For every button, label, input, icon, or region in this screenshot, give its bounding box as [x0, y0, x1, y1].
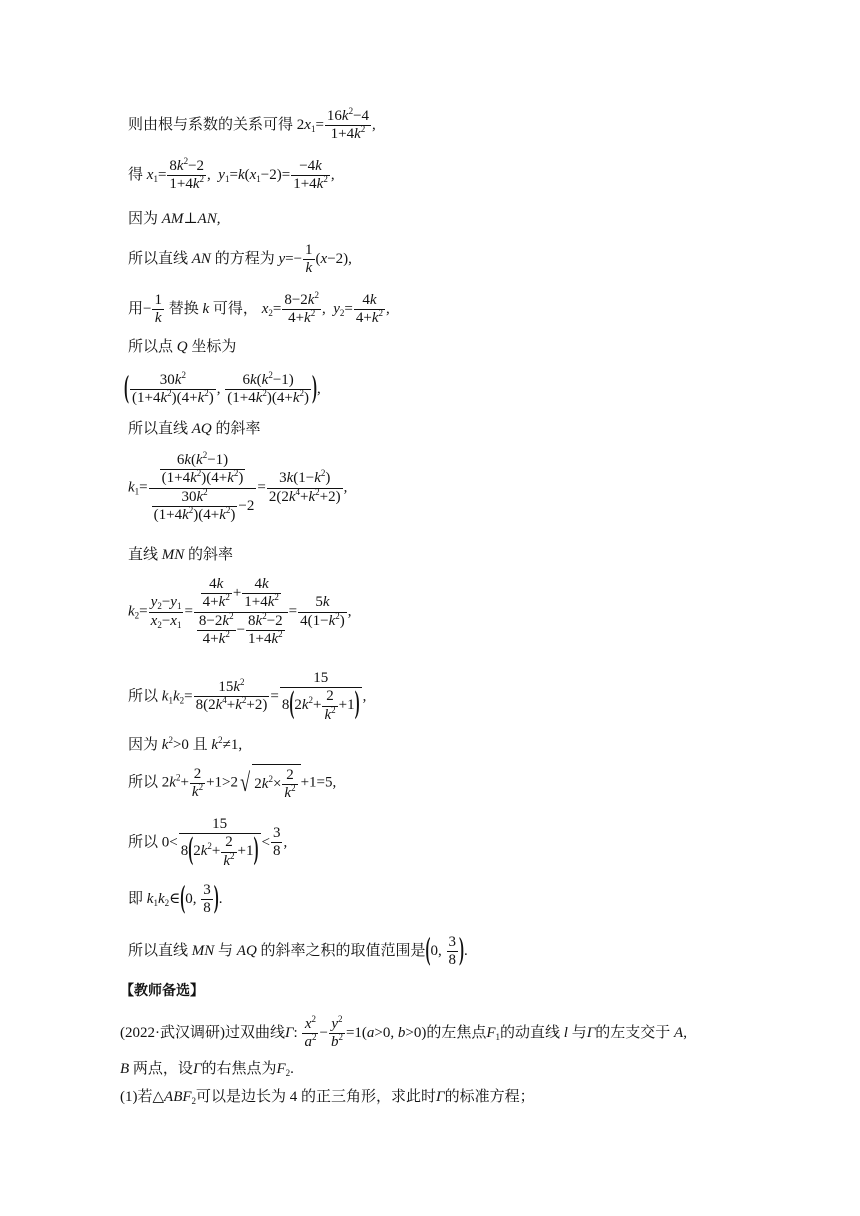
- fraction: $\frac{5k}{4(1-k^2)}$: [300, 594, 345, 629]
- text: 所以直线: [128, 421, 189, 437]
- sqrt: $2k^2\times$ $\frac{2}{k^2}$: [252, 764, 300, 803]
- text: 所以直线: [128, 251, 189, 268]
- fraction: $\frac{y_2-y_1}{x_2-x_1}$: [150, 594, 182, 630]
- line-17: 所以直线 MN 与 AQ 的斜率之积的取值范围是(0, $\frac{3}{8}$ ).: [128, 933, 468, 969]
- fraction: $\frac{3}{8}$: [272, 825, 281, 860]
- fraction: $\frac{3}{8}$: [203, 882, 211, 917]
- line-14: 所以 $2k^2+$ $\frac{2}{k^2}$ +1>2√ $2k^2\times$ $\frac{2}{k^2}$ +1=5,: [128, 765, 337, 802]
- fraction: 15 $8(2k^2+$ $\frac{2}{k^2}$ +1): [281, 670, 360, 723]
- fraction: $\frac{3k(1-k^2)}{2(2k^4+k^2+2)}$: [268, 468, 341, 505]
- line-3: 因为 AM⊥AN,: [128, 211, 221, 227]
- line-12: 所以 $k_1k_2=$ $\frac{15k^2}{8(2k^4+k^2+2)}$ = 15 $8(2k^2+$ $\frac{2}{k^2}$ +1) ,: [128, 670, 367, 723]
- fraction: $\frac{15k^2}{8(2k^4+k^2+2)}$: [195, 677, 268, 714]
- radical-icon: √: [240, 768, 251, 798]
- text: 则由根与系数的关系可得: [128, 117, 294, 134]
- text: 坐标为: [191, 339, 237, 355]
- fraction: $\frac{3}{8}$: [448, 934, 457, 969]
- fraction: $\frac{4k}{4+k^2}$: [355, 292, 383, 327]
- text: 的斜率: [188, 547, 234, 563]
- text: 所以: [128, 688, 159, 705]
- line-15: 所以 0< 15 $8(2k^2+$ $\frac{2}{k^2}$ +1) < $\frac{3}{8}$ ,: [128, 816, 288, 869]
- text: 两点，设: [132, 1061, 193, 1077]
- fraction: 15 $8(2k^2+$ $\frac{2}{k^2}$ +1): [180, 816, 259, 869]
- fraction: $\frac{8k^2-2}{1+4k^2}$: [169, 156, 205, 193]
- text: 所以: [128, 834, 159, 851]
- problem-line-3: (1)若$\triangle ABF_2$可以是边长为 4 的正三角形，求此时Γ的标准方程；: [120, 1089, 535, 1106]
- text: 用: [128, 301, 144, 318]
- fraction: $\frac{6k(k^2-1)}{(1+4k^2)(4+k^2)}$: [227, 370, 310, 407]
- fraction: $\frac{2}{k^2}$: [191, 765, 204, 800]
- text: 的斜率之积的取值范围是: [260, 943, 426, 960]
- line-5: 用− $\frac{1}{k}$ 替换 k 可得， $x_2=$ $\frac{8-2k^2}{4+k^2}$ , $y_2=$ $\frac{4k}{4+k^2}$ ,: [128, 290, 390, 327]
- text: 与: [218, 943, 234, 960]
- text: 的左支交于: [595, 1025, 671, 1042]
- fraction: $\frac{-4k}{1+4k^2}$: [293, 158, 328, 193]
- text: 的方程为: [214, 251, 275, 268]
- fraction: $\frac{x^2}{a^2}$: [304, 1014, 317, 1051]
- text: 直线: [128, 547, 159, 563]
- section-header: 【教师备选】: [120, 983, 204, 999]
- text: 的斜率: [215, 421, 261, 437]
- text: 的动直线: [500, 1025, 561, 1042]
- fraction: $\frac{16k^2-4}{1+4k^2}$: [326, 106, 370, 143]
- text: 替换: [168, 301, 199, 318]
- text: 得: [128, 167, 144, 184]
- fraction: $\frac{6k(k^2-1)}{(1+4k^2)(4+k^2)}$ $\frac{30k^2}{(1+4k^2)(4+k^2)}$ −2: [149, 452, 257, 524]
- text: 因为: [128, 737, 159, 753]
- line-1: 则由根与系数的关系可得 $2x_1=$ $\frac{16k^2-4}{1+4k^2}$ ,: [128, 106, 376, 143]
- line-8: 所以直线 AQ 的斜率: [128, 421, 261, 437]
- fraction: $\frac{y^2}{b^2}$: [330, 1014, 343, 1051]
- line-2: 得 $x_1=$ $\frac{8k^2-2}{1+4k^2}$ , $y_1=k(x_1-2)=$ $\frac{-4k}{1+4k^2}$ ,: [128, 156, 335, 193]
- text: 可得，: [212, 301, 258, 318]
- problem-line-2: B 两点，设Γ的右焦点为$F_2$.: [120, 1061, 294, 1078]
- line-16: 即 $k_1k_2\in(0$, $\frac{3}{8}$ ).: [128, 881, 223, 917]
- text: 的右焦点为: [201, 1061, 277, 1077]
- line-10: 直线 MN 的斜率: [128, 547, 234, 563]
- line-4: 所以直线 AN 的方程为 y=− $\frac{1}{k}$ (x−2),: [128, 242, 352, 277]
- line-13: 因为 $k^2>0$ 且 $k^2\ne 1$,: [128, 735, 243, 753]
- line-7: ( $\frac{30k^2}{(1+4k^2)(4+k^2)}$ , $\frac{6k(k^2-1)}{(1+4k^2)(4+k^2)}$ ),: [124, 370, 321, 407]
- text: 且: [192, 737, 208, 753]
- fraction: $\frac{8-2k^2}{4+k^2}$: [284, 290, 319, 327]
- text: 即: [128, 891, 144, 908]
- text: 与: [571, 1025, 587, 1042]
- text: 因为: [128, 211, 159, 227]
- text: 所以点: [128, 339, 174, 355]
- fraction: $\frac{1}{k}$: [305, 242, 313, 277]
- text: 可以是边长为 4 的正三角形，求此时: [196, 1089, 437, 1105]
- fraction: $\frac{30k^2}{(1+4k^2)(4+k^2)}$: [132, 370, 214, 407]
- line-6: 所以点 Q 坐标为: [128, 339, 237, 355]
- line-11: $k_2=$ $\frac{y_2-y_1}{x_2-x_1}$ = $\frac{4k}{4+k^2}$ + $\frac{4k}{1+4k^2}$ $\frac{8-2k^2}{4+k^2}$ − $\frac{8k^2-2}{1+4k^2}$ = $\frac{5k}{4(1-k^2)}$ ,: [128, 576, 352, 647]
- text: 所以直线: [128, 943, 189, 960]
- problem-line-1: (2022·武汉调研)过双曲线Γ: $\frac{x^2}{a^2}$ − $\frac{y^2}{b^2}$ =1(a>0, b>0)的左焦点$F_1$的动直线 l 与Γ的左支交于 A,: [120, 1014, 687, 1051]
- text: (1)若△: [120, 1089, 165, 1105]
- line-9: $k_1=$ $\frac{6k(k^2-1)}{(1+4k^2)(4+k^2)}$ $\frac{30k^2}{(1+4k^2)(4+k^2)}$ −2 = $\frac{3k(1-k^2)}{2(2k^4+k^2+2)}$ ,: [128, 450, 348, 523]
- text: 的标准方程；: [444, 1089, 535, 1105]
- text: 所以: [128, 774, 159, 791]
- fraction: $\frac{4k}{4+k^2}$ + $\frac{4k}{1+4k^2}$ $\frac{8-2k^2}{4+k^2}$ − $\frac{8k^2-2}{1+4k^2}$: [194, 576, 288, 648]
- fraction: $\frac{1}{k}$: [154, 292, 162, 327]
- text: (2022·武汉调研)过双曲线: [120, 1025, 285, 1042]
- text: 的左焦点: [426, 1025, 487, 1042]
